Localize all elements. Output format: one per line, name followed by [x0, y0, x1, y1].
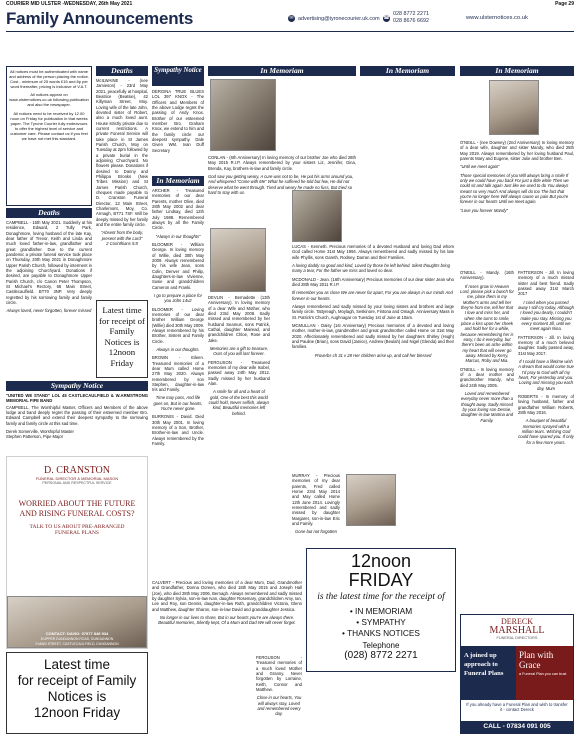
bloomer1-verse: I go to prepare a place for you John 14v2 [154, 292, 202, 304]
friday-deadline-box [306, 548, 456, 672]
murray-verse: Gone but not forgotten [295, 529, 337, 535]
oneill1-verse2: Those special memories of you Will always bring a smile If only we could have you back For just a little while Then we could sit and talk again Just like we used to do You always meant so very much And always will do too The fact that you're no longer here Will always cause us pain But you're forever in our hearts Until we meet again. [460, 172, 569, 205]
oneill2-text: O'NEILL - Mandy. (16th Anniversary). [460, 270, 514, 281]
campbell-text: CAMPBELL - 15th May 2021. Suddenly at his residence, Edward, 2 Tully Park, Donaghmore, loving husband of the late Kay, dear father of Trevor, Keith and Linda and much loved father-in-law, grandfather and great grandfather. Due to the current pandemic a private funeral service took place on Thursday, 20th May 2021 in Donaghmore Upper Parish Church, followed by interment in the adjoining Churchyard. Donations if desired, are payable to Donaghmore Upper Parish Church, c/o Canon Peter Thompson, St Michael's Rectory, 66 Main Street, Castlecaulfield. BT70 3NP. Very deeply regretted by his sorrowing family and family circle. [6, 220, 92, 305]
calvert-verse: No longer in our lives to share, But in our hearts you're are always there. Beautiful memories, Silently kept, Of a Mum and Dad We will never forget. [158, 614, 296, 626]
roberts-verse: A bouquet of beautiful memories sprayed with a million tears. Wishing God could have spared you. If only for a few more years. [518, 418, 574, 445]
lucas-verse: A loving daddy so good and kind, Loved by those he left behind. Silent thoughts bring many a tear, For the father we miss and loved so dear. [292, 262, 450, 274]
murray-photo [346, 474, 396, 526]
sympathy-heading: Sympathy Notice [152, 66, 204, 86]
mcdonald-text: MCDONALD - Jean. (16th Anniversary) Precious memories of our dear sister Jean who died 28th May 2011 R.I.P. [292, 276, 454, 287]
latest-large-line4: 12noon Friday [33, 704, 121, 720]
latest-large-line3: Notices is [47, 688, 107, 704]
latest-small-line2: for receipt of Family [99, 315, 145, 337]
friday-tel-label: Telephone [362, 641, 400, 650]
notice-terms-2: All notices appear on www.ulsternotices.co.uk following publication and also the newspaper. [9, 92, 89, 108]
archer-verse: "Always in our thoughts" [155, 233, 201, 239]
oneill3-verse: Loved and remembered everyday never more than a thought away. Sadly missed by your loving son Dessie, daughter-in-law Martina and Family. [460, 390, 514, 423]
brown-verse: Time may pass, And life goes on, But in our hearts, You're never gone. [153, 395, 203, 412]
mcilwaine-verse1: "Absent from the body, present with the Lord" [100, 230, 144, 241]
dereck-name2: MARSHALL [489, 625, 545, 636]
ferguson2-verse: Close in our hearts, You will always stay, Loved and remembered every day. [256, 695, 302, 717]
bloomer1-text: BLOOMER - William George. In loving memory of Willie, died 30th May 2009. Always remembered by his wife Jean, sons Colin, Denver and Philip, daughters-in-law Vivienne, Susie and grandchildren Cameron and Franki. [152, 241, 204, 290]
phone-number-2: 028 8676 6692 [393, 18, 429, 24]
header-rule [6, 31, 574, 32]
mcilwaine-verse2: 2 Corinthians 5:8 [106, 240, 138, 246]
dereck-sub: FUNERAL DIRECTORS [496, 636, 538, 640]
ferguson1-text: FERGUSON - Treasured memories of my dear wife Isobel, passed away 24th May 2012. Sadly missed by her husband Alan. [208, 359, 270, 386]
mcilwaine-notice [96, 78, 148, 249]
latest-time-box-large [6, 652, 148, 734]
murray-notice [292, 473, 340, 538]
mcdonald-verse: Ill remember you as close We are never far apart, For you are always in our minds And forever in our hearts. [292, 290, 453, 301]
ferguson2-notice [256, 655, 302, 720]
latest-time-box-small [96, 300, 148, 378]
roberts-text: ROBERTS - In memory of loving husband, father and grandfather William Roberts, 28th May 2016. [518, 393, 574, 415]
campbell-notice [6, 220, 92, 317]
lodge-master: Derek Somerville, Worshipful Master [6, 428, 74, 434]
dergina-notice [152, 89, 204, 156]
plan-with-grace [516, 646, 573, 700]
latest-small-line1: Latest time [102, 305, 142, 315]
latest-small-line3: Notices is [104, 336, 140, 347]
calvert-notice [152, 580, 302, 629]
burrows-text: BURROWS - David. Died 30th May 2001. In loving memory of a Son, Brother, Brother-in-law and Uncle. Always remembered by the Family. [152, 414, 204, 447]
phone-icon: ☎ [383, 14, 390, 21]
email-icon: ✉ [289, 15, 294, 21]
oneill1-verse3: "Love you forever Mandy" [460, 207, 508, 213]
notice-terms-box [6, 66, 92, 206]
conlan-verse: God saw you getting weary, A cure was not to be, He put his arms around you, And whispered "Come with Me" What he suffered he told but few, He did not deserve what he went through. Tired and weary he made no fuss, But tried so hard to stay with us. [208, 173, 354, 195]
dergina-text: DERGINA TRUE BLUES LOL 397 KNOX - The Officers and Members of the above Lodge regret the passing of Andy Knox. Brother of our esteemed member Bro. Graham Knox, we extend to him and the family circle our deepest sympathy. Dale Given WM. Ivan Duff Secretary [152, 89, 204, 153]
friday-bullet-memoriam: • IN MEMORIAM [349, 606, 413, 616]
patterson1-text: PATTERSON - Jill. In loving memory of a much missed sister and best friend. Sadly passed away 31st March 2017 [518, 270, 574, 297]
col3-memoriams [152, 188, 204, 449]
campbell-sympathy [6, 393, 148, 443]
friday-tel[interactable]: (028) 8772 2271 [344, 650, 418, 661]
notice-terms-1: All notices must be authenticated with name and address of the person placing the notice. Cost - minimum of 25 words £15 and 8p per word thereafter, pricing is inclusive of V.A.T. [9, 69, 89, 90]
lodge-pipe-major: Stephen Patterson, Pipe Major [6, 434, 64, 440]
devlin-verse: Memories are a gift to treasure, Ours of you will last forever. [209, 345, 269, 357]
patterson-col [518, 270, 574, 448]
friday-time: 12noon [350, 551, 412, 571]
conlan-photo [210, 79, 276, 151]
cranston-question: WORRIED ABOUT THE FUTURE AND RISING FUNERAL COSTS? [18, 499, 136, 518]
mcdonald2-text: Always remembered and sadly missed by your loving sisters and brothers and large family circle. Tattyreagh, Moylagh, Seskinore, Fintona and Omagh. Anniversary Mass in St. Patrick's Church, Aughnagar on Tuesday 1st of June at 10am. [292, 303, 454, 320]
ferguson1-verse: A smile for all and a heart of gold, One of the best this world could hold, Never selfish, always kind, Beautiful memories left behind. [208, 389, 270, 416]
page-number: Page 29 [555, 1, 574, 7]
col4-memoriams [208, 295, 270, 419]
dereck-joined: A joined up approach to Funeral Plans [461, 646, 516, 700]
top-line [6, 1, 574, 7]
mcmullan-text: MCMULLAN - Daisy (1st Anniversary) Precious memories of a devoted and loving mother, mother-in-law, grandmother and great grandmother called Home on 31st May 2020. Affectionately remembered and sadly missed by her daughters Shirley (Hugh) and Pauline (Brian), sons David (Janice), Andrew (Beulah) and Nigel (Glenda) and their families. [292, 322, 455, 350]
oneill3-text: O'NEILL - In loving memory of a dear mother and grandmother Mandy, who died 24th May 2005. [460, 366, 514, 388]
cranston-addr2: 9 MAIN STREET, CASTLECAULFIELD, DUNGANNON [35, 642, 119, 646]
friday-bullet-sympathy: • SYMPATHY [356, 617, 406, 627]
archer-text: ARCHER - Treasured memories of our dear Parents, mother Olive, died 28th May 2002 and dear father Lindsay, died 12th July 1988. Remembered always by all the Family Circle. [152, 188, 204, 231]
in-memoriam-heading-col6: In Memoriam [460, 66, 574, 76]
plan-sub: a Funeral Plan you can trust [519, 672, 567, 676]
oneill2-verse: If roses grow in Heaven Lord, please pick a bunch for me, place them in my Mother's arms and tell her they're from me, tell her that I love and miss her, and when she turns to smile, place a kiss upon her cheek and hold her for a while, because remembering her is easy, I do it everyday, but there's been an ache within my heart that will never go away. Missed by Kerry, Marcus, Roby and Mia. [460, 283, 514, 364]
ferguson2-text: FERGUSON - Treasured memories of a much loved Mother and Granny. Never forgotten by Lorraine, Keith, Connor and Matthew. [256, 655, 302, 692]
devlin-text: DEVLIN - Bernadette (13th Anniversary). In loving memory of a dear Wife and Mother, who died 23rd May 2008. Sadly missed and remembered by her husband Seamus, sons Patrick, Cathal, daughter Mairead, and grandchildren Chloe, Rose and Jake. [208, 295, 270, 343]
latest-small-line4: 12noon Friday [108, 347, 136, 368]
friday-latest: is the latest time for the receipt of [317, 592, 445, 602]
deaths-heading-col2: Deaths [96, 66, 148, 76]
email-contact[interactable] [288, 15, 380, 22]
lodge-name: "UNITED WE STAND" LOL 45 CASTLECAULFIELD & W.ARMSTRONG MEMORIAL FIFE BAND [6, 393, 148, 404]
in-memoriam-heading-col3: In Memoriam [152, 176, 204, 186]
friday-bullet-thanks: • THANKS NOTICES [342, 628, 420, 638]
oneill-photo [489, 80, 539, 135]
paper-date: COURIER MID ULSTER -WEDNESDAY, 26th May 2021 [6, 1, 133, 7]
dereck-name: DERECK [501, 617, 533, 626]
brown-text: BROWN - Eileen. Treasured memories of a dear Mum called Home 27th May 2020. Always remembered by son Stephen, daughter-in-law Iris and Family. [152, 355, 204, 393]
devlin-photo [210, 228, 266, 292]
plan-title: Plan with Grace [519, 650, 554, 670]
dereck-marshall-ad[interactable] [460, 614, 574, 734]
website-link[interactable]: www.ulsternotices.co.uk [466, 15, 528, 21]
oneill1-text: O'NEILL - (nee Downey) (2nd Anniversary) In loving memory of a dear wife, daughter and sister Mandy, who died 25th May 2019. Always remembered by her loving husband Paul, parents Mary and Eugene, sister Julie and brother Ben. [460, 140, 574, 161]
patterson2-text: PATTERSON - Jill. In loving memory of a much beloved daughter. Sadly passed away, 31st May 2017. [518, 334, 574, 356]
cranston-plans: TALK TO US ABOUT PRE-ARRANGED FUNERAL PLANS [29, 524, 125, 537]
conlan-text: CONLAN - (6th Anniversary) In loving memory of our brother Joe who died 28th May 2015 R.I.P. Always remembered by your sisters Liz, Jennifer, Gina, Brenda, Kay, brothers-in-law and family circle. [208, 155, 356, 171]
col5-memoriams [292, 244, 454, 361]
phone-number-1: 028 8772 2271 [393, 11, 429, 17]
campbell-verse: Always loved, never forgotten, forever missed [6, 308, 92, 314]
oneill1-notice [460, 140, 574, 216]
oneill-col-left [460, 270, 514, 426]
phone-contact [383, 11, 429, 25]
calvert-text: CALVERT - Precious and loving memories of a dear Mum, Dad, Grandmother and Grandfather, Donna Doreen, who died 18th May 2015 and Joseph Hall (Joe), who died 28th May 2006, Bernagh. Always remembered and sadly missed by daughter Sylvia, son-in-law Ivan, daughter Rosemary, grandchildren Amy, Ian, Lee and Roy, son Dennis, daughter-in-law Ruth, grandchildren Victoria, Glenn and Matthew, daughter Sharon, son-in-law David and granddaughter Jessica. [152, 580, 302, 612]
page-title: Family Announcements [6, 9, 194, 28]
lodge-sympathy-text: CAMPBELL. The Worshipful Master, Officers and Members of the above lodge and band deeply regret the passing of their esteemed member Bro. Edward Campbell and extend their deepest sympathy to the sorrowing family and family circle at this sad time. [6, 404, 148, 426]
patterson2-verse: If I could have a lifetime wish A dream that would come true I'd pray to God with all my heart, For yesterday and you. Loving and missing you each day, Mum [518, 358, 574, 391]
cranston-sub2: PERSONAL AND RESPECTFUL SERVICE [42, 481, 112, 485]
latest-large-line1: Latest time [43, 657, 111, 672]
mcilwaine-text: McILWAINE - (nee Jamieson) - 23rd May 2021, peacefully at hospital, Beatrice (Beatsie), 42 Killyman Street, Moy. Loving wife of the late John, devoted sister of Robert, also a much loved aunt. House strictly private due to current restrictions. A private Funeral Service will take place in St James Parish Church, Moy on Tuesday at 2pm followed by a private burial in the adjoining Churchyard. No flowers please. Donations if desired to Danny and Philippa Brooks (New Tribes Mission) and St James Parish Church, cheques made payable to D. Cranston Funeral Director, 13 Main Street, Charlemont, Moy, Co. Armagh, BT71 7SF. Will be deeply missed by her family and the entire family circle. [96, 78, 148, 227]
in-memoriam-heading-col5: In Memoriam [360, 66, 455, 76]
lucas-photo [292, 190, 342, 242]
bloomer2-verse: Always in our thoughts. [156, 346, 200, 352]
dereck-already: If you already have a Funeral Plan and wish to transfer it - contact Dereck [466, 702, 568, 712]
cranston-name: D. CRANSTON [44, 465, 110, 476]
cranston-ad[interactable] [6, 456, 148, 649]
lucas-text: LUCAS - Kenneth. Precious memories of a devoted Husband and loving Dad whom God called Home 31st May 1994. Always remembered and sadly missed by his late wife Phyllis, sons Gareth, Rodney, Darran and their Families. [292, 244, 454, 260]
murray-text: MURRAY - Precious memories of my dear parents, Fred called Home 23rd May 2014 and May called Home 12th June 2014. Lovingly remembered and sadly missed by daughter Margaret, son-in-law Eric and Family. [292, 473, 340, 526]
patterson1-verse: I cried when you passed away I still cry today, Although I loved you dearly, I couldn't make you stay. Missing you every moment Jill, until we meet again Nina. [518, 299, 574, 332]
cranston-contact: CONTACT: DAVID: 07977 848 934 [45, 631, 109, 636]
email-address[interactable]: advertising@tyronecourier.uk.com [298, 15, 380, 22]
mcmullan-verse: Proverbs ch 31 v 28 Her children arise up, and call her blessed [314, 352, 432, 358]
notice-terms-3: All notices need to be received by 12.00 noon on Friday for publication in that weeks paper. The Tyrone Courier fully endeavours to offer the highest level of service and customer care. Please contact us if you feel we have not met this standard. [10, 110, 88, 141]
latest-large-line2: for receipt of Family [17, 672, 137, 688]
dereck-call[interactable]: CALL - 07834 091 005 [461, 721, 573, 733]
cranston-addr1: 8 UPPER DUNGANNON ROAD, DUNGANNON [40, 637, 114, 641]
in-memoriam-heading-col4: In Memoriam [208, 66, 356, 76]
friday-day: FRIDAY [348, 570, 414, 590]
oneill1-verse1: "Until we meet again" [460, 164, 500, 170]
sympathy-heading-left: Sympathy Notice [6, 381, 148, 391]
deaths-heading: Deaths [6, 208, 92, 218]
cranston-sub: FUNERAL DIRECTOR & MEMORIAL MASON [35, 476, 119, 481]
bloomer2-text: BLOOMER - Loving memories of our dear brother William George (Willie) died 30th May 2009. Always remembered by his Brother, Sisters and Family Circle. [152, 306, 204, 344]
